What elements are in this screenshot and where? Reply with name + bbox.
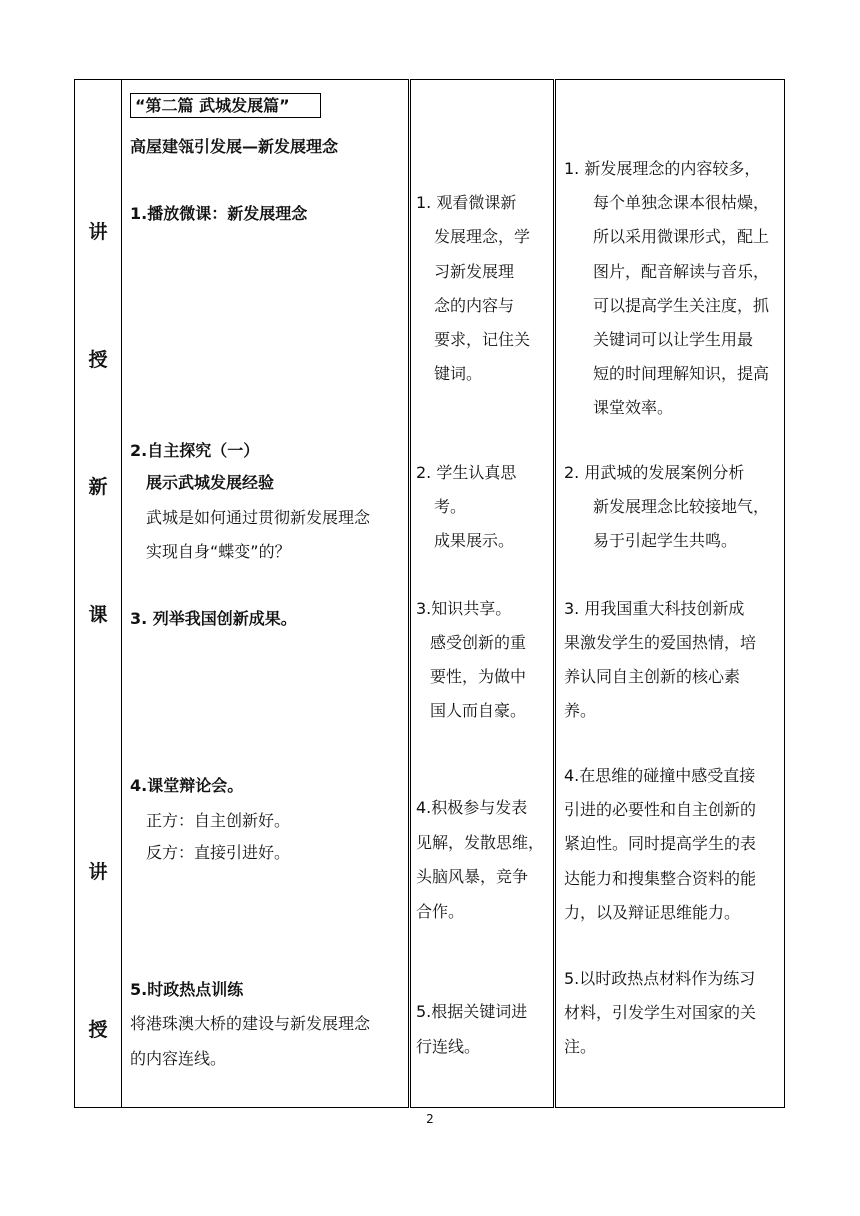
purpose-1-line-5: 可以提高学生关注度，抓 bbox=[593, 296, 770, 315]
student-1-line-1: 1. 观看微课新 bbox=[416, 193, 517, 212]
student-1-line-2: 发展理念，学 bbox=[434, 227, 531, 246]
student-4-line-1: 4.积极参与发表 bbox=[416, 798, 528, 817]
step-5-line-2: 的内容连线。 bbox=[130, 1049, 227, 1068]
step-2-subheading: 展示武城发展经验 bbox=[146, 473, 275, 492]
purpose-1-line-3: 所以采用微课形式，配上 bbox=[593, 227, 770, 246]
step-1-heading: 1.播放微课：新发展理念 bbox=[130, 204, 308, 223]
section-title-box: “第二篇 武城发展篇” bbox=[130, 93, 321, 118]
step-4-heading: 4.课堂辩论会。 bbox=[130, 776, 244, 795]
purpose-3-line-3: 养认同自主创新的核心素 bbox=[564, 667, 741, 686]
side-label-3: 新 bbox=[88, 476, 108, 498]
student-3-line-4: 国人而自豪。 bbox=[430, 701, 527, 720]
side-label-6: 授 bbox=[88, 1019, 108, 1041]
purpose-2-line-2: 新发展理念比较接地气， bbox=[593, 497, 770, 516]
step-5-line-1: 将港珠澳大桥的建设与新发展理念 bbox=[130, 1014, 371, 1033]
purpose-1-line-4: 图片，配音解读与音乐， bbox=[593, 262, 770, 281]
student-4-line-2: 见解，发散思维， bbox=[416, 833, 545, 852]
step-2-heading: 2.自主探究（一） bbox=[130, 441, 260, 460]
student-1-line-6: 键词。 bbox=[434, 364, 483, 383]
student-activity-column bbox=[410, 80, 555, 1108]
purpose-3-line-2: 果激发学生的爱国热情，培 bbox=[564, 633, 757, 652]
purpose-1-line-1: 1. 新发展理念的内容较多， bbox=[564, 159, 761, 178]
student-2-line-2: 考。 bbox=[434, 497, 467, 516]
purpose-1-line-6: 关键词可以让学生用最 bbox=[593, 330, 754, 349]
purpose-4-line-2: 引进的必要性和自主创新的 bbox=[564, 800, 757, 819]
purpose-5-line-1: 5.以时政热点材料作为练习 bbox=[564, 969, 756, 988]
student-1-line-4: 念的内容与 bbox=[434, 296, 515, 315]
purpose-2-line-3: 易于引起学生共鸣。 bbox=[593, 531, 738, 550]
student-1-line-3: 习新发展理 bbox=[434, 262, 515, 281]
teacher-activity-column bbox=[122, 80, 410, 1108]
side-label-1: 讲 bbox=[88, 221, 108, 243]
step-3-heading: 3. 列举我国创新成果。 bbox=[130, 609, 297, 628]
purpose-4-line-4: 达能力和搜集整合资料的能 bbox=[564, 869, 757, 888]
student-5-line-2: 行连线。 bbox=[416, 1037, 481, 1056]
student-5-line-1: 5.根据关键词进 bbox=[416, 1002, 528, 1021]
purpose-1-line-8: 课堂效率。 bbox=[593, 398, 674, 417]
page-number: 2 bbox=[426, 1112, 434, 1126]
side-label-2: 授 bbox=[88, 349, 108, 371]
purpose-5-line-3: 注。 bbox=[564, 1037, 597, 1056]
side-label-4: 课 bbox=[88, 604, 108, 626]
step-5-heading: 5.时政热点训练 bbox=[130, 980, 244, 999]
purpose-4-line-1: 4.在思维的碰撞中感受直接 bbox=[564, 766, 756, 785]
student-3-line-1: 3.知识共享。 bbox=[416, 599, 512, 618]
debate-con-side: 反方：直接引进好。 bbox=[146, 843, 291, 862]
student-3-line-3: 要性，为做中 bbox=[430, 667, 527, 686]
section-subtitle: 高屋建瓴引发展—新发展理念 bbox=[130, 137, 339, 156]
design-purpose-column bbox=[555, 80, 785, 1108]
student-2-line-1: 2. 学生认真思 bbox=[416, 463, 517, 482]
lesson-plan-table bbox=[74, 79, 785, 1108]
purpose-5-line-2: 材料，引发学生对国家的关 bbox=[564, 1003, 757, 1022]
purpose-1-line-2: 每个单独念课本很枯燥， bbox=[593, 193, 770, 212]
student-1-line-5: 要求，记住关 bbox=[434, 330, 531, 349]
step-2-question-line-2: 实现自身“蝶变”的？ bbox=[146, 542, 291, 561]
step-2-question-line-1: 武城是如何通过贯彻新发展理念 bbox=[146, 508, 371, 527]
side-label-column bbox=[75, 80, 122, 1108]
student-4-line-3: 头脑风暴，竞争 bbox=[416, 867, 529, 886]
student-4-line-4: 合作。 bbox=[416, 902, 465, 921]
purpose-2-line-1: 2. 用武城的发展案例分析 bbox=[564, 463, 745, 482]
purpose-3-line-1: 3. 用我国重大科技创新成 bbox=[564, 599, 745, 618]
debate-pro-side: 正方：自主创新好。 bbox=[146, 811, 291, 830]
student-3-line-2: 感受创新的重 bbox=[430, 633, 527, 652]
student-2-line-3: 成果展示。 bbox=[434, 531, 515, 550]
side-label-5: 讲 bbox=[88, 861, 108, 883]
purpose-4-line-3: 紧迫性。同时提高学生的表 bbox=[564, 834, 757, 853]
purpose-1-line-7: 短的时间理解知识，提高 bbox=[593, 364, 770, 383]
purpose-4-line-5: 力，以及辩证思维能力。 bbox=[564, 903, 741, 922]
purpose-3-line-4: 养。 bbox=[564, 701, 597, 720]
